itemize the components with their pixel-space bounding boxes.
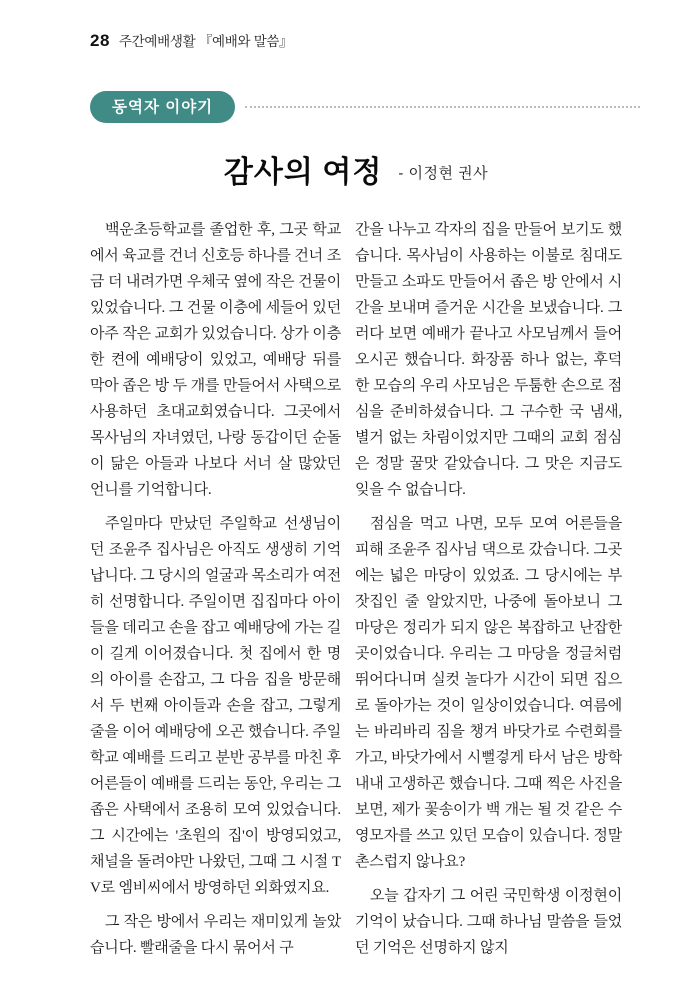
article-title: 감사의 여정: [223, 156, 383, 189]
article-title-row: [90, 147, 622, 191]
article-author: - 이정현 권사: [398, 165, 489, 182]
section-header: [90, 91, 622, 123]
page-number: 28: [90, 31, 110, 50]
running-header: [90, 30, 622, 51]
right-column: [355, 217, 622, 961]
paragraph: 점심을 먹고 나면, 모두 모여 어른들을 피해 조윤주 집사님 댁으로 갔습니다. 그곳에는 넓은 마당이 있었죠. 그 당시에는 부잣집인 줄 알았지만, 나중에 돌아보니 그 마당은 정리가 되지 않은 복잡하고 난잡한 곳이었습니다. 우리는 그 마당을 정글처럼 뛰어다니며 실컷 놀다가 시간이 되면 집으로 돌아가는 것이 일상이었습니다. 여름에는 바리바리 짐을 챙겨 바닷가로 수련회를 가고, 바닷가에서 시뻘겋게 타서 남은 방학 내내 고생하곤 했습니다. 그때 찍은 사진을 보면, 제가 꽃송이가 백 개는 될 것 같은 수영모자를 쓰고 있던 모습이 있습니다. 정말 촌스럽지 않나요?: [355, 516, 622, 870]
publication-title: 주간예배생활 『예배와 말씀』: [118, 34, 293, 49]
left-column: [90, 217, 341, 961]
page-content: [90, 30, 622, 961]
dotted-divider: [245, 106, 640, 108]
paragraph: 그 작은 방에서 우리는 재미있게 놀았습니다. 빨래줄을 다시 묶어서 구: [90, 914, 341, 956]
paragraph: 주일마다 만났던 주일학교 선생님이던 조윤주 집사님은 아직도 생생히 기억납니다. 그 당시의 얼굴과 목소리가 여전히 선명합니다. 주일이면 집집마다 아이들을 데리고 손을 잡고 예배당에 가는 길이 길게 이어졌습니다. 첫 집에서 한 명의 아이를 손잡고, 그 다음 집을 방문해서 두 번째 아이들과 손을 잡고, 그렇게 줄을 이어 예배당에 오곤 했습니다. 주일학교 예배를 드리고 분반 공부를 마친 후 어른들이 예배를 드리는 동안, 우리는 그 좁은 사택에서 조용히 모여 있었습니다. 그 시간에는 '초원의 집'이 방영되었고, 채널을 돌려야만 나왔던, 그때 그 시절 TV로 엠비씨에서 방영하던 외화였지요.: [90, 516, 341, 896]
paragraph-continuation: 간을 나누고 각자의 집을 만들어 보기도 했습니다. 목사님이 사용하는 이불로 침대도 만들고 소파도 만들어서 좁은 방 안에서 시간을 보내며 즐거운 시간을 보냈습니다. 그러다 보면 예배가 끝나고 사모님께서 들어오시곤 했습니다. 화장품 하나 없는, 후덕한 모습의 우리 사모님은 두툼한 손으로 점심을 준비하셨습니다. 그 구수한 국 냄새, 별거 없는 차림이었지만 그때의 교회 점심은 정말 꿀맛 같았습니다. 그 맛은 지금도 잊을 수 없습니다.: [355, 222, 622, 498]
paragraph: 백운초등학교를 졸업한 후, 그곳 학교에서 육교를 건너 신호등 하나를 건너 조금 더 내려가면 우체국 옆에 작은 건물이 있었습니다. 그 건물 이층에 세들어 있던 아주 작은 교회가 있었습니다. 상가 이층 한 켠에 예배당이 있었고, 예배당 뒤를 막아 좁은 방 두 개를 만들어서 사택으로 사용하던 초대교회였습니다. 그곳에서 목사님의 자녀였던, 나랑 동갑이던 순돌이 닮은 아들과 나보다 서너 살 많았던 언니를 기억합니다.: [90, 222, 341, 498]
article-body: [90, 217, 622, 961]
section-badge: 동역자 이야기: [90, 91, 235, 123]
paragraph: 오늘 갑자기 그 어린 국민학생 이정현이 기억이 났습니다. 그때 하나님 말씀을 들었던 기억은 선명하지 않지: [355, 888, 622, 956]
